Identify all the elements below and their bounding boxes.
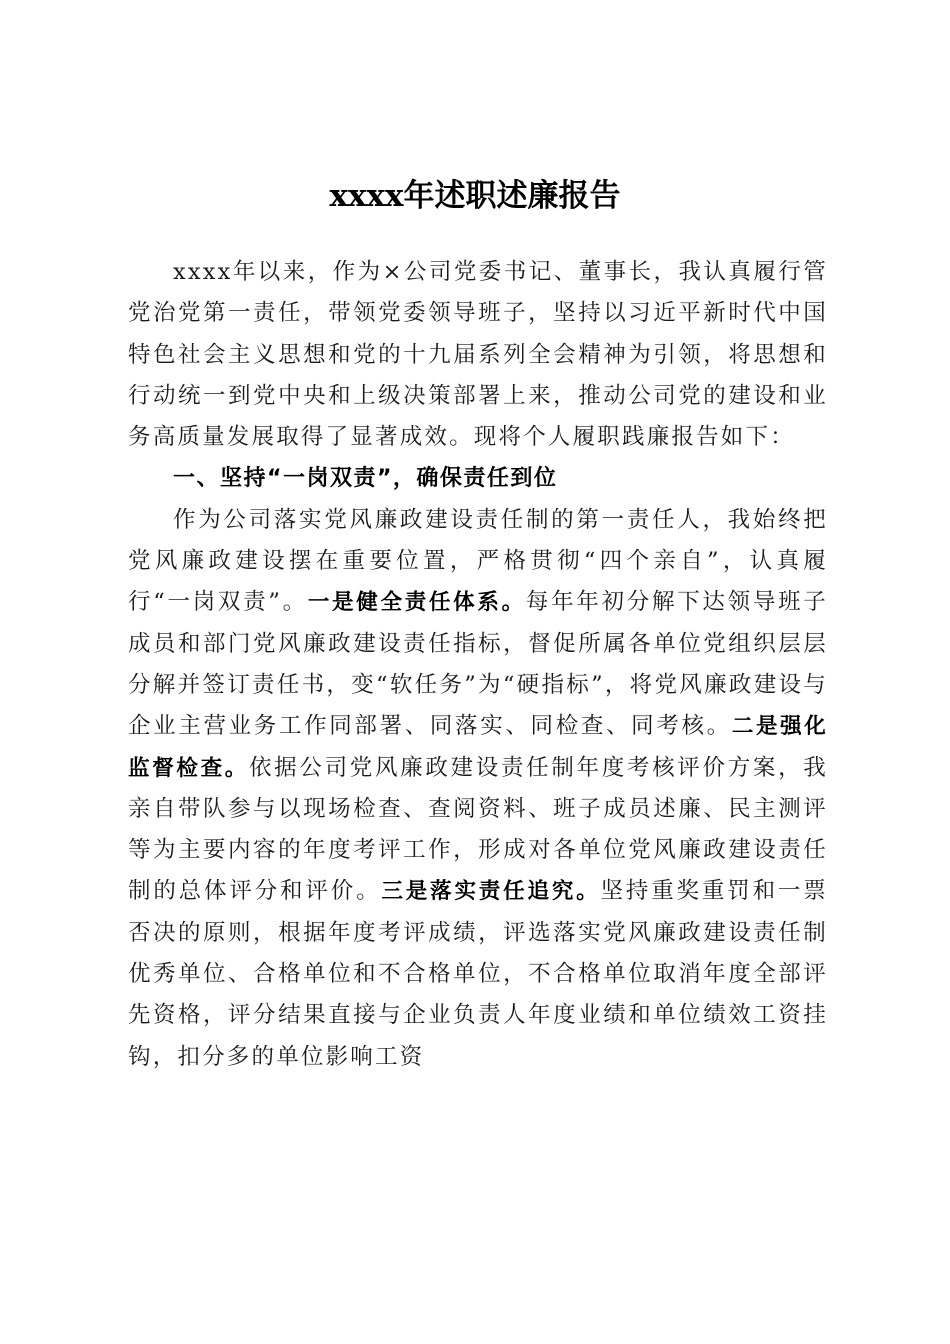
document-title: xxxx年述职述廉报告 [329,178,621,214]
lead-phrase: 二是强化监督检查。 [128,714,828,781]
section-paragraph [128,500,828,1078]
document-body [128,252,828,1078]
paragraph-text: 每年年初分解下达领导班子成员和部门党风廉政建设责任指标，督促所属各单位党组织层层分解并签订责任书，变“软任务”为“硬指标”，将党风廉政建设与企业主营业务工作同部署、同落实、同检查、同考核。 [128,589,829,740]
paragraph-text: 依据公司党风廉政建设责任制年度考核评价方案，我亲自带队参与以现场检查、查阅资料、班子成员述廉、民主测评等为主要内容的年度考评工作，形成对各单位党风廉政建设责任制的总体评分和评价。 [128,754,828,905]
paragraph-text: 作为公司落实党风廉政建设责任制的第一责任人，我始终把党风廉政建设摆在重要位置，严格贯彻“四个亲自”，认真履行“一岗双责”。 [128,506,828,616]
section-heading: 一、坚持“一岗双责”，确保责任到位 [173,466,558,492]
paragraph-text: 坚持重奖重罚和一票否决的原则，根据年度考评成绩，评选落实党风廉政建设责任制优秀单位、合格单位和不合格单位，不合格单位取消年度全部评先资格，评分结果直接与企业负责人年度业绩和单位绩效工资挂钩，扣分多的单位影响工资 [128,878,828,1070]
lead-phrase: 三是落实责任追究。 [381,879,601,905]
lead-phrase: 一是健全责任体系。 [307,590,526,616]
intro-paragraph: xxxx年以来，作为×公司党委书记、董事长，我认真履行管党治党第一责任，带领党委领导班子，坚持以习近平新时代中国特色社会主义思想和党的十九届系列全会精神为引领，将思想和行动统一到党中央和上级决策部署上来，推动公司党的建设和业务高质量发展取得了显著成效。现将个人履职践廉报告如下： [128,259,828,451]
